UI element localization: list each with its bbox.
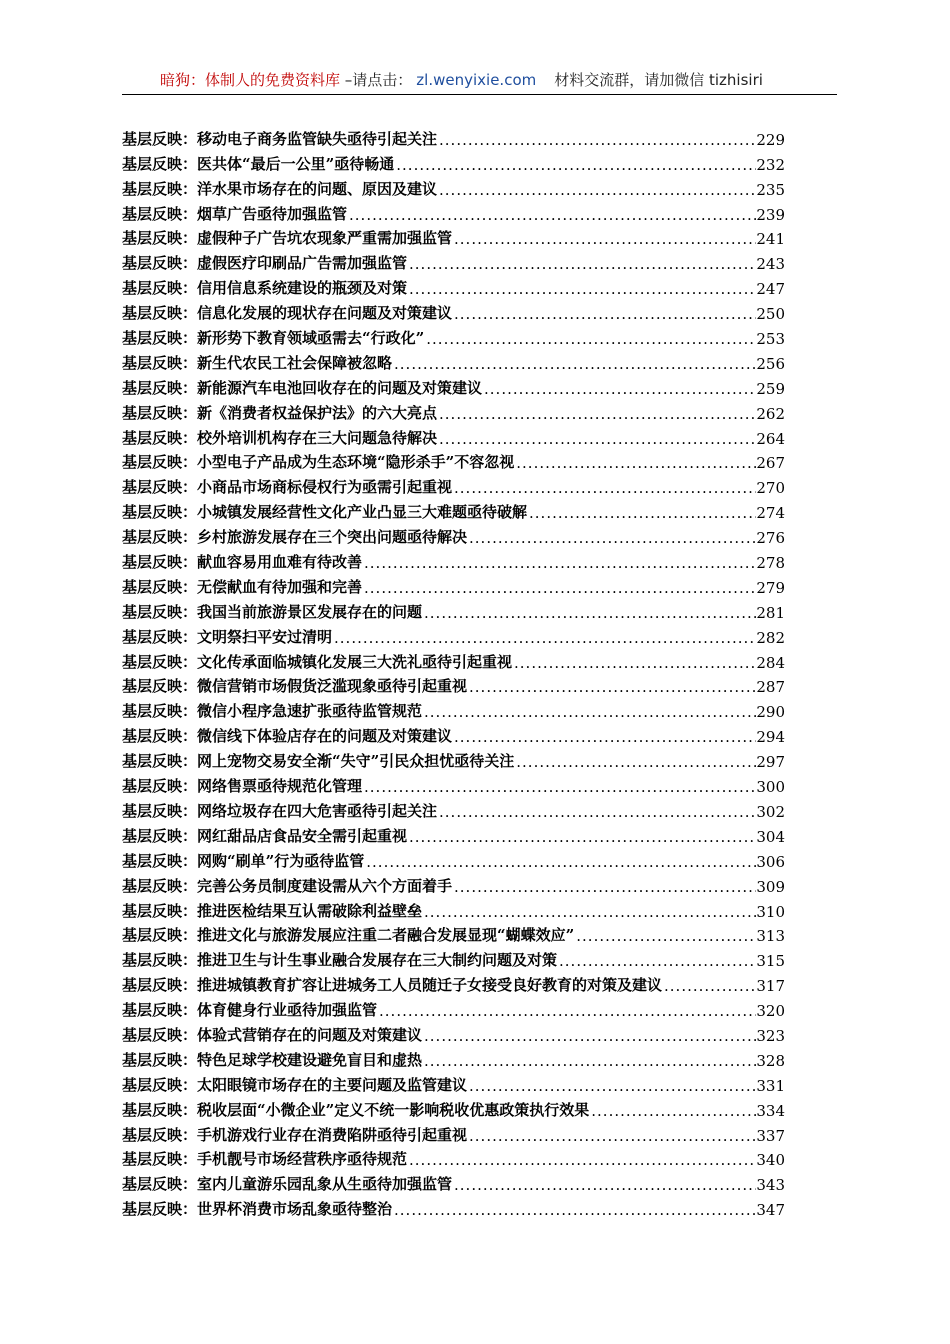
toc-leader-dots (437, 430, 756, 448)
toc-entry-page-number: 235 (756, 180, 785, 199)
toc-leader-dots (557, 952, 756, 970)
toc-entry[interactable] (122, 771, 785, 796)
toc-entry-title: 基层反映：室内儿童游乐园乱象从生亟待加强监管 (122, 1175, 453, 1194)
toc-leader-dots (467, 529, 756, 547)
toc-leader-dots (527, 504, 756, 522)
toc-entry[interactable] (122, 124, 785, 149)
toc-entry-title: 基层反映：乡村旅游发展存在三个突出问题亟待解决 (122, 528, 468, 547)
toc-entry-page-number: 320 (756, 1002, 785, 1021)
toc-entry-title: 基层反映：新形势下教育领域亟需去“行政化” (122, 329, 425, 348)
toc-entry-page-number: 331 (756, 1076, 785, 1095)
toc-leader-dots (467, 678, 756, 696)
toc-leader-dots (364, 853, 756, 871)
toc-entry[interactable] (122, 497, 785, 522)
header-site-name: 暗狗：体制人的免费资料库 (160, 71, 341, 89)
toc-entry-title: 基层反映：文明祭扫平安过清明 (122, 627, 333, 646)
toc-entry-page-number: 276 (756, 529, 785, 548)
toc-entry-page-number: 279 (756, 578, 785, 597)
toc-entry-title: 基层反映：新能源汽车电池回收存在的问题及对策建议 (122, 378, 483, 397)
toc-entry-title: 基层反映：我国当前旅游景区发展存在的问题 (122, 602, 423, 621)
toc-entry-page-number: 284 (756, 653, 785, 672)
toc-entry-page-number: 309 (756, 877, 785, 896)
toc-entry-page-number: 253 (756, 330, 785, 349)
toc-entry-page-number: 317 (756, 977, 785, 996)
toc-entry[interactable] (122, 821, 785, 846)
toc-entry[interactable] (122, 945, 785, 970)
toc-leader-dots (407, 280, 756, 298)
toc-leader-dots (392, 355, 756, 373)
toc-leader-dots (424, 330, 756, 348)
toc-leader-dots (422, 703, 756, 721)
toc-entry-title: 基层反映：推进文化与旅游发展应注重二者融合发展显现“蝴蝶效应” (122, 926, 575, 945)
toc-entry-title: 基层反映：推进卫生与计生事业融合发展存在三大制约问题及对策 (122, 951, 558, 970)
toc-leader-dots (467, 1077, 756, 1095)
toc-entry-page-number: 304 (756, 827, 785, 846)
toc-entry-page-number: 247 (756, 280, 785, 299)
toc-entry-title: 基层反映：体育健身行业亟待加强监管 (122, 1001, 378, 1020)
toc-leader-dots (467, 1127, 756, 1145)
toc-entry-title: 基层反映：无偿献血有待加强和完善 (122, 577, 363, 596)
toc-leader-dots (437, 405, 756, 423)
toc-leader-dots (482, 380, 756, 398)
toc-entry-page-number: 347 (756, 1201, 785, 1220)
toc-entry[interactable] (122, 1020, 785, 1045)
toc-entry[interactable] (122, 672, 785, 697)
toc-entry-title: 基层反映：网购“刷单”行为亟待监管 (122, 851, 365, 870)
toc-entry-page-number: 297 (756, 753, 785, 772)
toc-entry[interactable] (122, 921, 785, 946)
toc-leader-dots (422, 604, 756, 622)
toc-leader-dots (362, 579, 756, 597)
toc-leader-dots (422, 903, 756, 921)
toc-entry[interactable] (122, 995, 785, 1020)
toc-entry-page-number: 337 (756, 1126, 785, 1145)
toc-entry-page-number: 243 (756, 255, 785, 274)
toc-entry-page-number: 282 (756, 628, 785, 647)
toc-entry-page-number: 241 (756, 230, 785, 249)
toc-entry-page-number: 310 (756, 902, 785, 921)
toc-entry-title: 基层反映：税收层面“小微企业”定义不统一影响税收优惠政策执行效果 (122, 1100, 590, 1119)
toc-entry-page-number: 343 (756, 1176, 785, 1195)
toc-entry-title: 基层反映：网络垃圾存在四大危害亟待引起关注 (122, 801, 438, 820)
toc-entry-page-number: 340 (756, 1151, 785, 1170)
header-line (160, 71, 763, 89)
toc-entry-title: 基层反映：信用信息系统建设的瓶颈及对策 (122, 279, 408, 298)
toc-leader-dots (394, 156, 756, 174)
toc-entry-title: 基层反映：洋水果市场存在的问题、原因及建议 (122, 179, 438, 198)
toc-leader-dots (362, 554, 756, 572)
toc-leader-dots (574, 927, 756, 945)
toc-entry-page-number: 306 (756, 852, 785, 871)
toc-entry[interactable] (122, 248, 785, 273)
toc-entry[interactable] (122, 1095, 785, 1120)
toc-entry-title: 基层反映：医共体“最后一公里”亟待畅通 (122, 154, 395, 173)
toc-entry-title: 基层反映：小城镇发展经营性文化产业凸显三大难题亟待破解 (122, 503, 528, 522)
toc-entry-title: 基层反映：信息化发展的现状存在问题及对策建议 (122, 304, 453, 323)
toc-entry[interactable] (122, 472, 785, 497)
toc-entry-title: 基层反映：新《消费者权益保护法》的六大亮点 (122, 403, 438, 422)
toc-entry-page-number: 328 (756, 1051, 785, 1070)
toc-entry-title: 基层反映：推进医检结果互认需破除利益壁垒 (122, 901, 423, 920)
toc-entry[interactable] (122, 1194, 785, 1219)
toc-leader-dots (407, 828, 756, 846)
toc-entry-title: 基层反映：网红甜品店食品安全需引起重视 (122, 826, 408, 845)
toc-entry-page-number: 313 (756, 927, 785, 946)
toc-entry-page-number: 281 (756, 603, 785, 622)
toc-entry-title: 基层反映：虚假医疗印刷品广告需加强监管 (122, 254, 408, 273)
toc-entry[interactable] (122, 149, 785, 174)
toc-entry-title: 基层反映：新生代农民工社会保障被忽略 (122, 353, 393, 372)
toc-entry-title: 基层反映：手机靓号市场经营秩序亟待规范 (122, 1150, 408, 1169)
toc-leader-dots (589, 1102, 756, 1120)
toc-entry-page-number: 323 (756, 1026, 785, 1045)
toc-leader-dots (347, 206, 756, 224)
toc-entry[interactable] (122, 398, 785, 423)
toc-entry-page-number: 278 (756, 554, 785, 573)
toc-entry[interactable] (122, 348, 785, 373)
toc-leader-dots (392, 1201, 756, 1219)
toc-entry[interactable] (122, 224, 785, 249)
toc-entry-page-number: 262 (756, 404, 785, 423)
toc-entry-page-number: 229 (756, 130, 785, 149)
toc-entry-title: 基层反映：微信线下体验店存在的问题及对策建议 (122, 727, 453, 746)
toc-entry-title: 基层反映：特色足球学校建设避免盲目和虚热 (122, 1050, 423, 1069)
toc-entry-title: 基层反映：体验式营销存在的问题及对策建议 (122, 1025, 423, 1044)
table-of-contents (122, 124, 785, 1219)
toc-entry-title: 基层反映：网络售票亟待规范化管理 (122, 777, 363, 796)
toc-leader-dots (514, 454, 756, 472)
toc-entry-page-number: 300 (756, 778, 785, 797)
toc-entry-page-number: 250 (756, 305, 785, 324)
toc-leader-dots (452, 479, 756, 497)
toc-leader-dots (512, 654, 756, 672)
toc-entry-page-number: 256 (756, 354, 785, 373)
toc-entry[interactable] (122, 572, 785, 597)
page-header (122, 64, 837, 95)
toc-leader-dots (362, 778, 756, 796)
toc-leader-dots (437, 181, 756, 199)
toc-entry-title: 基层反映：太阳眼镜市场存在的主要问题及监管建议 (122, 1075, 468, 1094)
toc-entry[interactable] (122, 597, 785, 622)
toc-entry[interactable] (122, 647, 785, 672)
toc-entry[interactable] (122, 373, 785, 398)
toc-leader-dots (437, 131, 756, 149)
toc-entry[interactable] (122, 970, 785, 995)
toc-entry-page-number: 287 (756, 678, 785, 697)
toc-entry-title: 基层反映：微信小程序急速扩张亟待监管规范 (122, 702, 423, 721)
toc-leader-dots (407, 255, 756, 273)
toc-entry-title: 基层反映：小商品市场商标侵权行为亟需引起重视 (122, 478, 453, 497)
toc-entry[interactable] (122, 846, 785, 871)
toc-entry-page-number: 294 (756, 728, 785, 747)
toc-entry-title: 基层反映：校外培训机构存在三大问题急待解决 (122, 428, 438, 447)
toc-entry-page-number: 274 (756, 504, 785, 523)
toc-entry-page-number: 239 (756, 205, 785, 224)
toc-leader-dots (452, 728, 756, 746)
toc-entry[interactable] (122, 1070, 785, 1095)
toc-entry-page-number: 315 (756, 952, 785, 971)
toc-entry[interactable] (122, 871, 785, 896)
toc-entry[interactable] (122, 273, 785, 298)
toc-entry[interactable] (122, 174, 785, 199)
toc-entry-title: 基层反映：烟草广告亟待加强监管 (122, 204, 348, 223)
toc-entry[interactable] (122, 796, 785, 821)
toc-entry-title: 基层反映：移动电子商务监管缺失亟待引起关注 (122, 129, 438, 148)
toc-entry[interactable] (122, 721, 785, 746)
toc-leader-dots (452, 878, 756, 896)
toc-entry-title: 基层反映：推进城镇教育扩容让进城务工人员随迁子女接受良好教育的对策及建议 (122, 976, 663, 995)
toc-leader-dots (452, 1176, 756, 1194)
toc-entry[interactable] (122, 1169, 785, 1194)
toc-entry[interactable] (122, 1120, 785, 1145)
toc-entry[interactable] (122, 896, 785, 921)
toc-leader-dots (332, 629, 756, 647)
toc-leader-dots (662, 977, 756, 995)
toc-entry[interactable] (122, 1045, 785, 1070)
toc-leader-dots (514, 753, 756, 771)
toc-entry[interactable] (122, 423, 785, 448)
toc-entry[interactable] (122, 746, 785, 771)
toc-entry-title: 基层反映：虚假种子广告坑农现象严重需加强监管 (122, 229, 453, 248)
toc-entry-title: 基层反映：献血容易用血难有待改善 (122, 553, 363, 572)
toc-entry-title: 基层反映：小型电子产品成为生态环境“隐形杀手”不容忽视 (122, 453, 515, 472)
toc-entry[interactable] (122, 298, 785, 323)
toc-entry-title: 基层反映：完善公务员制度建设需从六个方面着手 (122, 876, 453, 895)
toc-entry-page-number: 259 (756, 379, 785, 398)
toc-entry[interactable] (122, 522, 785, 547)
toc-entry[interactable] (122, 448, 785, 473)
toc-entry-title: 基层反映：手机游戏行业存在消费陷阱亟待引起重视 (122, 1125, 468, 1144)
toc-leader-dots (422, 1027, 756, 1045)
toc-leader-dots (422, 1052, 756, 1070)
header-group-note: 材料交流群，请加微信 tizhisiri (554, 71, 763, 89)
toc-entry[interactable] (122, 1145, 785, 1170)
toc-entry[interactable] (122, 622, 785, 647)
toc-entry-title: 基层反映：文化传承面临城镇化发展三大洗礼亟待引起重视 (122, 652, 513, 671)
toc-entry[interactable] (122, 199, 785, 224)
toc-entry-title: 基层反映：世界杯消费市场乱象亟待整治 (122, 1200, 393, 1219)
toc-entry-title: 基层反映：微信营销市场假货泛滥现象亟待引起重视 (122, 677, 468, 696)
toc-entry-page-number: 267 (756, 454, 785, 473)
toc-leader-dots (437, 803, 756, 821)
toc-entry[interactable] (122, 547, 785, 572)
toc-entry[interactable] (122, 696, 785, 721)
toc-entry-page-number: 302 (756, 802, 785, 821)
toc-leader-dots (407, 1151, 756, 1169)
toc-entry[interactable] (122, 323, 785, 348)
toc-entry-page-number: 290 (756, 703, 785, 722)
toc-entry-page-number: 334 (756, 1101, 785, 1120)
toc-entry-page-number: 270 (756, 479, 785, 498)
toc-leader-dots (452, 305, 756, 323)
header-click-prompt: –请点击： (340, 71, 413, 89)
toc-entry-page-number: 232 (756, 155, 785, 174)
toc-leader-dots (452, 230, 756, 248)
toc-leader-dots (377, 1002, 756, 1020)
header-url-link[interactable]: zl.wenyixie.com (416, 71, 537, 89)
toc-entry-title: 基层反映：网上宠物交易安全渐“失守”引民众担忧亟待关注 (122, 752, 515, 771)
toc-entry-page-number: 264 (756, 429, 785, 448)
